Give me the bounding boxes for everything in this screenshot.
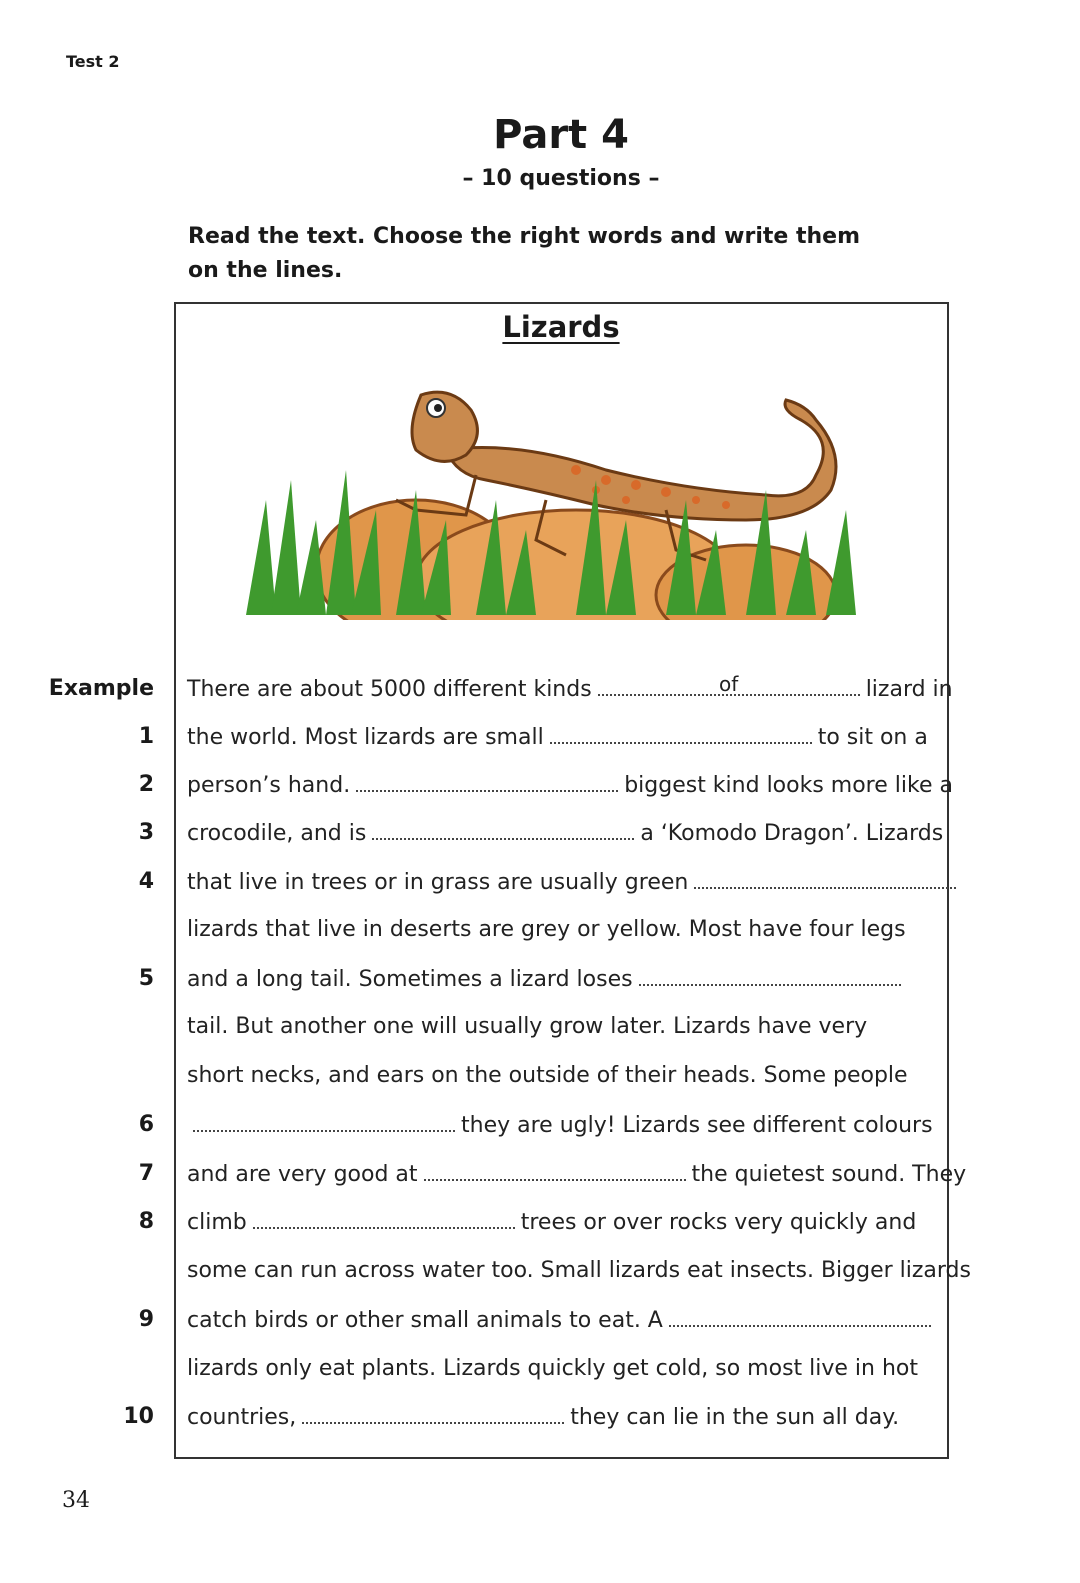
story-line <box>187 772 953 798</box>
example-label: Example <box>48 676 154 701</box>
line-text: lizards that live in deserts are grey or yellow. Most have four legs <box>187 917 906 942</box>
answer-blank[interactable] <box>302 1404 564 1424</box>
text-after-blank: to sit on a <box>817 725 928 750</box>
story-line <box>187 1063 908 1088</box>
instructions: Read the text. Choose the right words and write them on the lines. <box>188 224 861 283</box>
test-label: Test 2 <box>66 52 120 71</box>
question-number: 4 <box>138 869 154 894</box>
story-line <box>187 917 906 942</box>
answer-blank[interactable] <box>694 869 956 889</box>
answer-blank[interactable] <box>253 1209 515 1229</box>
example-answer: of <box>719 672 739 696</box>
page-number: 34 <box>62 1488 90 1513</box>
question-number: 7 <box>138 1161 154 1186</box>
text-after-blank: biggest kind looks more like a <box>624 773 953 798</box>
text-before-blank: crocodile, and is <box>187 821 367 846</box>
line-text: some can run across water too. Small lizards eat insects. Bigger lizards <box>187 1258 971 1283</box>
answer-blank[interactable] <box>372 820 634 840</box>
question-number: 2 <box>138 772 154 797</box>
answer-blank[interactable] <box>550 724 812 744</box>
line-text: short necks, and ears on the outside of their heads. Some people <box>187 1063 908 1088</box>
text-before-blank: and a long tail. Sometimes a lizard loses <box>187 967 633 992</box>
text-before-blank: and are very good at <box>187 1162 418 1187</box>
answer-blank[interactable] <box>424 1161 686 1181</box>
story-line <box>187 1209 916 1235</box>
text-before-blank: catch birds or other small animals to eat. A <box>187 1308 663 1333</box>
text-after-blank: lizard in <box>865 677 953 702</box>
line-text: tail. But another one will usually grow later. Lizards have very <box>187 1014 868 1039</box>
story-line <box>187 1014 867 1039</box>
question-number: 3 <box>138 820 154 845</box>
lizard-illustration <box>246 380 876 620</box>
question-number: 1 <box>138 724 154 749</box>
question-number: 9 <box>138 1307 154 1332</box>
question-number: 8 <box>138 1209 154 1234</box>
story-line <box>187 869 962 895</box>
story-line <box>187 1307 937 1333</box>
story-line <box>187 672 953 702</box>
story-line <box>187 1161 966 1187</box>
answer-blank[interactable] <box>356 772 618 792</box>
text-after-blank: a ‘Komodo Dragon’. Lizards <box>640 821 944 846</box>
story-line <box>187 1258 971 1283</box>
part-subtitle: – 10 questions – <box>462 166 660 191</box>
story-line <box>187 1356 918 1381</box>
text-before-blank: There are about 5000 different kinds <box>187 677 592 702</box>
answer-blank[interactable] <box>193 1112 455 1132</box>
story-line <box>187 966 907 992</box>
text-before-blank: countries, <box>187 1405 297 1430</box>
text-before-blank: climb <box>187 1210 247 1235</box>
text-after-blank: they are ugly! Lizards see different colours <box>461 1113 933 1138</box>
text-before-blank: the world. Most lizards are small <box>187 725 544 750</box>
question-number: 5 <box>138 966 154 991</box>
question-number: 6 <box>138 1112 154 1137</box>
example-answer-blank[interactable] <box>598 672 860 696</box>
text-after-blank: the quietest sound. They <box>691 1162 967 1187</box>
part-title: Part 4 <box>493 112 629 158</box>
lizard-eye <box>427 399 445 417</box>
story-title: Lizards <box>502 310 620 344</box>
story-line <box>187 724 928 750</box>
answer-blank[interactable] <box>669 1307 931 1327</box>
text-before-blank: that live in trees or in grass are usually green <box>187 870 689 895</box>
question-number: 10 <box>123 1404 154 1429</box>
line-text: lizards only eat plants. Lizards quickly get cold, so most live in hot <box>187 1356 919 1381</box>
text-before-blank: person’s hand. <box>187 773 351 798</box>
story-line <box>187 1112 933 1138</box>
story-line <box>187 820 943 846</box>
answer-blank[interactable] <box>639 966 901 986</box>
text-after-blank: they can lie in the sun all day. <box>570 1405 900 1430</box>
text-after-blank: trees or over rocks very quickly and <box>520 1210 917 1235</box>
story-line <box>187 1404 899 1430</box>
